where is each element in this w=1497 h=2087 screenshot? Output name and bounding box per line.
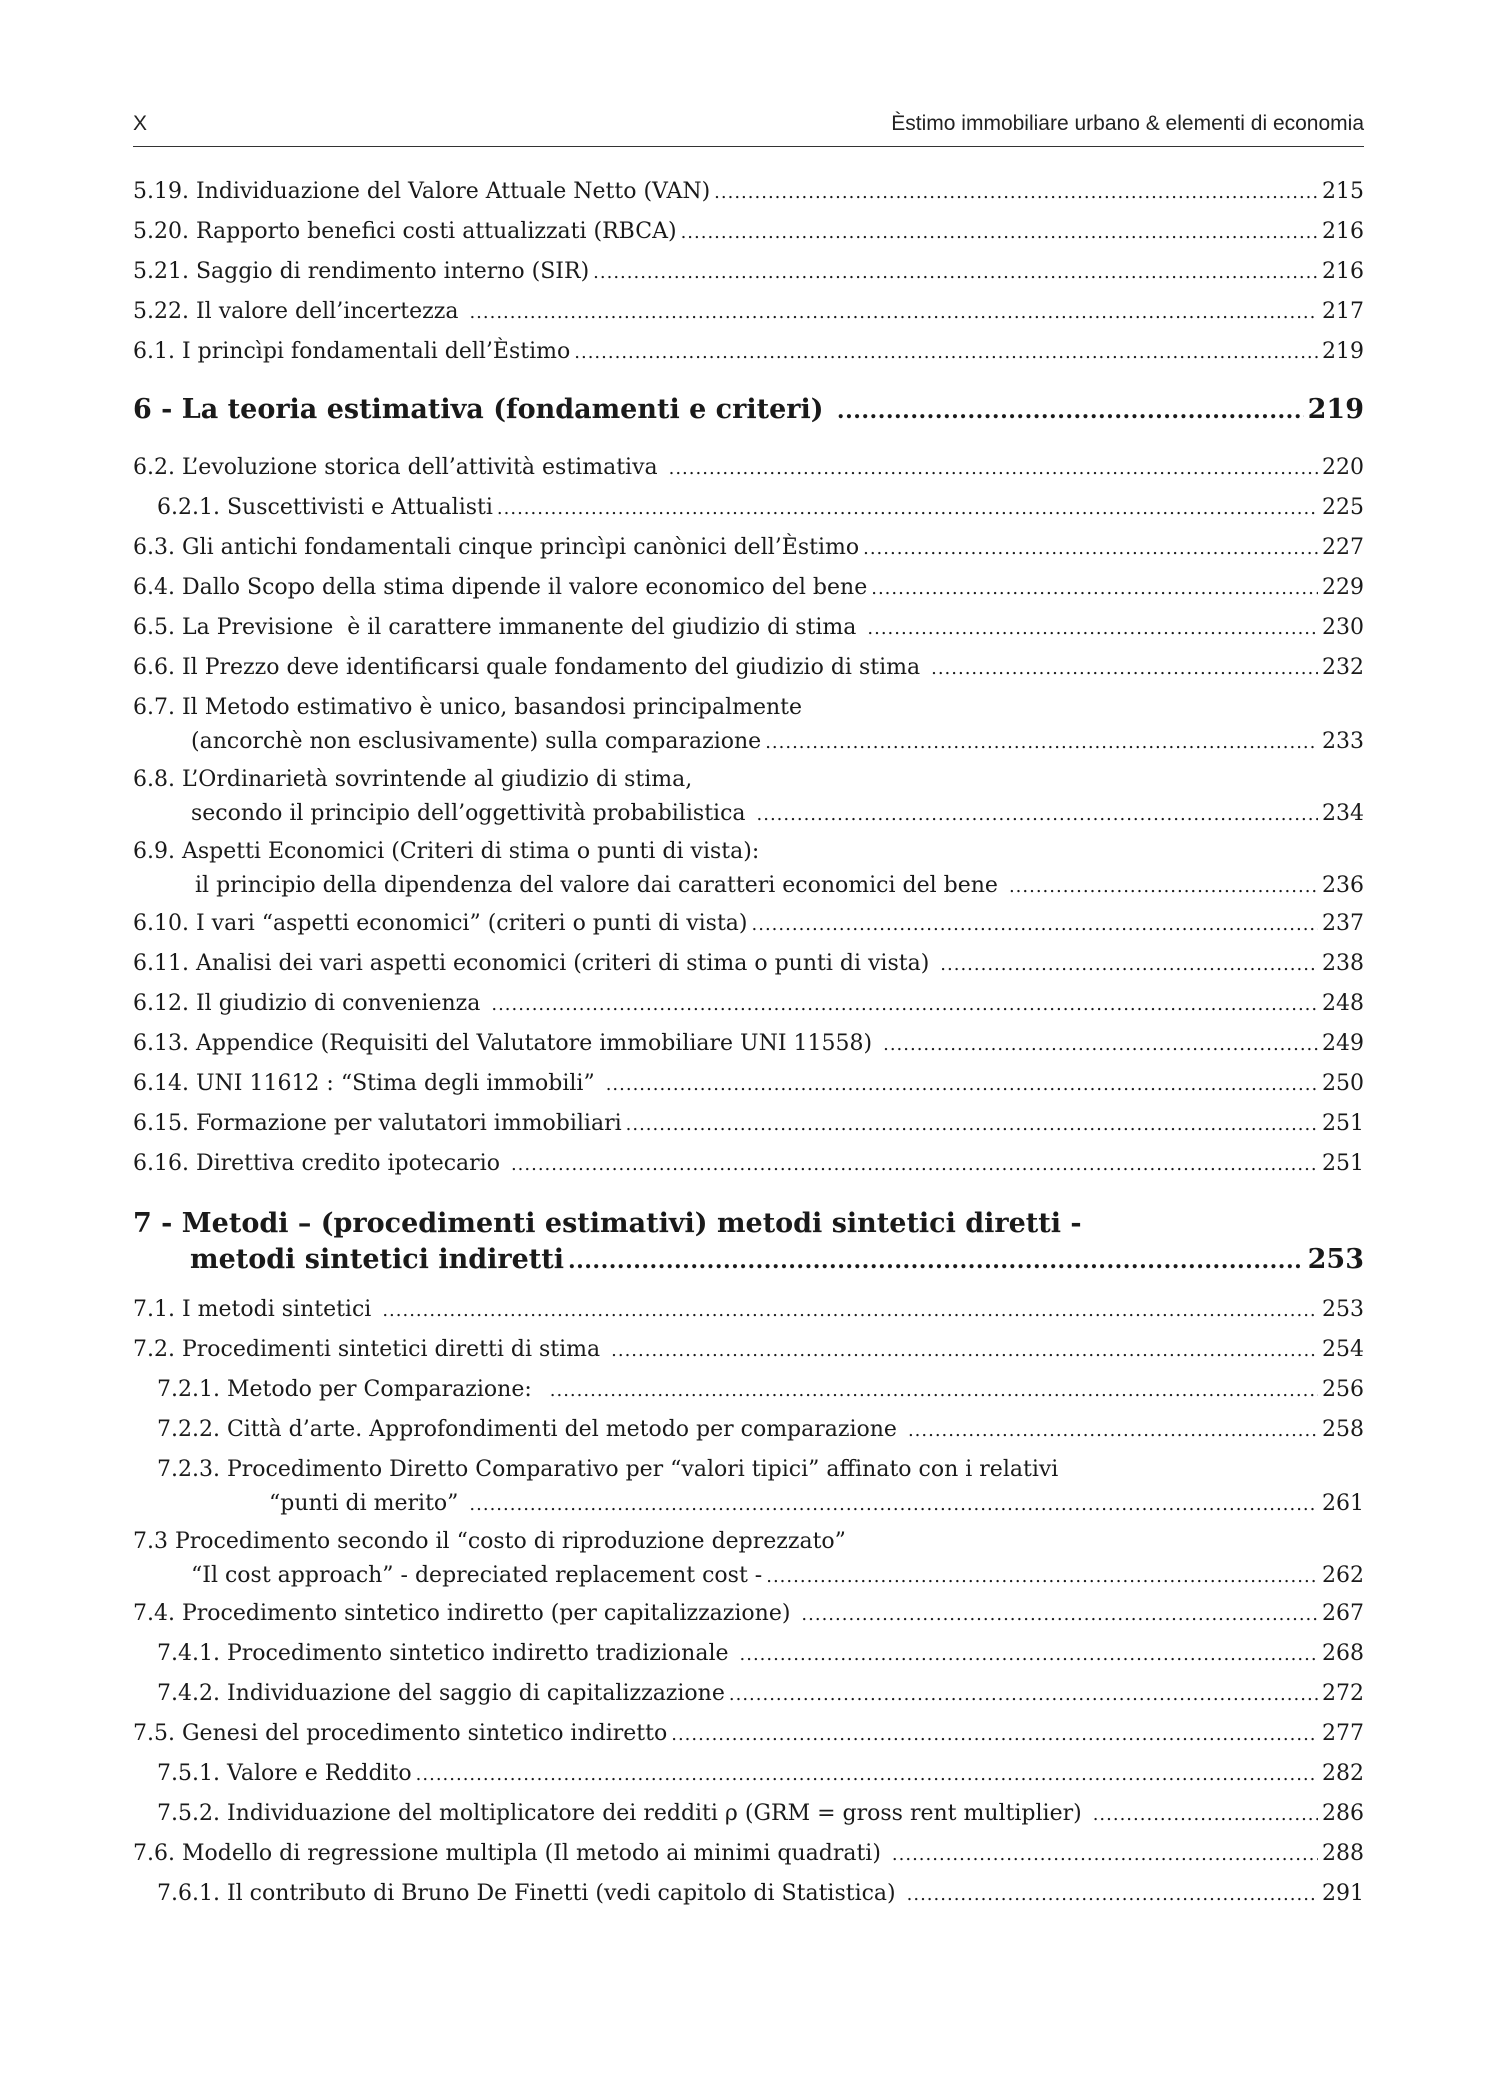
toc-label: 6.15. Formazione per valutatori immobiliari [133,1111,622,1136]
toc-page-number: 282 [1322,1761,1364,1786]
toc-line [157,1798,1364,1830]
dot-leader [511,1149,1318,1181]
toc-label: 7.2.1. Metodo per Comparazione: [157,1377,546,1402]
toc-line [133,1598,1364,1630]
toc-page-number: 248 [1322,991,1364,1016]
toc-entry[interactable] [133,452,1364,484]
toc-entry[interactable] [133,1108,1364,1140]
toc-line [133,908,1364,940]
toc-page-number: 232 [1322,655,1364,680]
toc-line [133,532,1364,564]
dot-leader [729,1679,1318,1711]
toc-page-number: 238 [1322,951,1364,976]
toc-label: 7.2.2. Città d’arte. Approfondimenti del metodo per comparazione [157,1417,904,1442]
toc-line [133,1718,1364,1750]
toc-entry[interactable] [133,836,1364,902]
toc-label-line1: 6.8. L’Ordinarietà sovrintende al giudizio di stima, [133,767,693,792]
dot-leader [714,177,1318,209]
dot-leader [766,1561,1318,1593]
toc-line [133,1560,1364,1592]
dot-leader [863,533,1318,565]
toc-label: metodi sintetici indiretti [190,1244,564,1275]
toc-line [133,1334,1364,1366]
dot-leader [550,1375,1318,1407]
dot-leader [1009,871,1318,903]
toc-label-line1: 7 - Metodi – (procedimenti estimativi) metodi sintetici diretti - [133,1208,1082,1239]
toc-line [157,1638,1364,1670]
toc-entry[interactable] [133,1526,1364,1592]
dot-leader [681,217,1318,249]
toc-entry[interactable] [133,532,1364,564]
dot-leader [892,1839,1318,1871]
toc-label: il principio della dipendenza del valore dai caratteri economici del bene [195,873,1005,898]
toc-line [157,1374,1364,1406]
toc-line [157,1678,1364,1710]
toc-line [133,1838,1364,1870]
toc-entry[interactable] [133,1598,1364,1630]
toc-label: “Il cost approach” - depreciated replacement cost - [191,1563,763,1588]
toc-line [133,452,1364,484]
toc-line [133,798,1364,830]
toc-entry[interactable] [133,1148,1364,1180]
toc-entry[interactable] [133,1028,1364,1060]
dot-leader [626,1109,1318,1141]
dot-leader [491,989,1318,1021]
toc-page-number: 216 [1322,219,1364,244]
toc-label: 6.10. I vari “aspetti economici” (criteri o punti di vista) [133,911,748,936]
toc-label: 7.4.1. Procedimento sintetico indiretto tradizionale [157,1641,736,1666]
dot-leader [469,297,1318,329]
dot-leader [837,395,1304,427]
toc-label: 7.5.1. Valore e Reddito [157,1761,412,1786]
toc-label: 7.6.1. Il contributo di Bruno De Finetti (vedi capitolo di Statistica) [157,1881,903,1906]
toc-label: 6.14. UNI 11612 : “Stima degli immobili” [133,1071,602,1096]
dot-leader [1093,1799,1318,1831]
toc-entry[interactable] [133,336,1364,368]
toc-label: 6.13. Appendice (Requisiti del Valutatore immobiliare UNI 11558) [133,1031,880,1056]
toc-label: 5.21. Saggio di rendimento interno (SIR) [133,259,590,284]
toc-entry[interactable] [133,1798,1364,1830]
toc-page-number: 277 [1322,1721,1364,1746]
toc-label: 6.12. Il giudizio di convenienza [133,991,488,1016]
toc-line [133,572,1364,604]
toc-entry[interactable] [133,1878,1364,1910]
toc-label: 6.2.1. Suscettivisti e Attualisti [157,495,493,520]
toc-page-number: 230 [1322,615,1364,640]
toc-entry[interactable] [133,1454,1364,1520]
toc-entry[interactable] [133,988,1364,1020]
dot-leader [416,1759,1318,1791]
toc-entry[interactable] [133,216,1364,248]
toc-page-number: 258 [1322,1417,1364,1442]
toc-line [133,726,1364,758]
toc-page-number: 237 [1322,911,1364,936]
dot-leader [757,799,1318,831]
running-header [133,112,1364,142]
toc-label: 6.11. Analisi dei vari aspetti economici (criteri di stima o punti di vista) [133,951,937,976]
toc-entry[interactable] [133,1638,1364,1670]
header-rule [133,146,1364,147]
toc-label: (ancorchè non esclusivamente) sulla comparazione [191,729,762,754]
toc-line [133,612,1364,644]
toc-page-number: 225 [1322,495,1364,520]
toc-page-number: 253 [1322,1297,1364,1322]
toc-entry[interactable] [133,256,1364,288]
toc-label: 6.16. Direttiva credito ipotecario [133,1151,507,1176]
toc-label: secondo il principio dell’oggettività probabilistica [191,801,753,826]
toc-entry[interactable] [133,1068,1364,1100]
toc-label: 6.6. Il Prezzo deve identificarsi quale fondamento del giudizio di stima [133,655,928,680]
dot-leader [765,727,1318,759]
toc-page-number: 256 [1322,1377,1364,1402]
toc-entry[interactable] [133,652,1364,684]
toc-page-number: 216 [1322,259,1364,284]
toc-entry[interactable] [133,612,1364,644]
page-number: X [133,112,148,135]
toc-page-number: 227 [1322,535,1364,560]
toc-label: 5.19. Individuazione del Valore Attuale Netto (VAN) [133,179,711,204]
toc-entry[interactable] [133,1334,1364,1366]
toc-line [133,296,1364,328]
dot-leader [669,453,1318,485]
toc-label: “punti di merito” [269,1491,466,1516]
toc-page-number: 253 [1307,1244,1364,1275]
toc-page-number: 251 [1322,1151,1364,1176]
dot-leader [867,613,1318,645]
toc-page-number: 249 [1322,1031,1364,1056]
toc-page-number: 291 [1322,1881,1364,1906]
toc-line [157,1488,1364,1520]
toc-page-number: 229 [1322,575,1364,600]
toc-line [133,216,1364,248]
toc-entry[interactable] [133,1678,1364,1710]
dot-leader [752,909,1318,941]
toc-line [133,948,1364,980]
toc-label: 7.6. Modello di regressione multipla (Il metodo ai minimi quadrati) [133,1841,888,1866]
toc-entry[interactable] [133,1374,1364,1406]
toc-page-number: 262 [1322,1563,1364,1588]
toc-label: 6 - La teoria estimativa (fondamenti e criteri) [133,394,833,425]
toc-line [133,1068,1364,1100]
toc-label: 7.5.2. Individuazione del moltiplicatore dei redditi ρ (GRM = gross rent multiplier) [157,1801,1089,1826]
toc-entry[interactable] [133,1294,1364,1326]
toc-label: 7.2. Procedimenti sintetici diretti di stima [133,1337,608,1362]
toc-label-line1: 6.9. Aspetti Economici (Criteri di stima o punti di vista): [133,839,760,864]
dot-leader [931,653,1318,685]
toc-line [157,492,1364,524]
toc-page-number: 267 [1322,1601,1364,1626]
toc-page-number: 215 [1322,179,1364,204]
toc-entry[interactable] [133,692,1364,758]
toc-page-number: 268 [1322,1641,1364,1666]
toc-page-number: 220 [1322,455,1364,480]
toc-label: 6.1. I princìpi fondamentali dell’Èstimo [133,339,571,364]
toc-label-line1: 7.2.3. Procedimento Diretto Comparativo per “valori tipici” affinato con i relativi [157,1457,1059,1482]
dot-leader [907,1879,1318,1911]
toc-line [133,1294,1364,1326]
toc-page-number: 261 [1322,1491,1364,1516]
toc-line [133,1108,1364,1140]
toc-entry[interactable] [133,1414,1364,1446]
toc-line [157,1758,1364,1790]
toc-page-number: 288 [1322,1841,1364,1866]
toc-entry[interactable] [133,1718,1364,1750]
dot-leader [382,1295,1318,1327]
toc-label: 6.3. Gli antichi fondamentali cinque princìpi canònici dell’Èstimo [133,535,860,560]
toc-entry[interactable] [133,572,1364,604]
dot-leader [611,1335,1318,1367]
toc-label: 6.2. L’evoluzione storica dell’attività estimativa [133,455,665,480]
dot-leader [671,1719,1318,1751]
toc-label-line1: 6.7. Il Metodo estimativo è unico, basandosi principalmente [133,695,803,720]
toc-line [133,394,1364,430]
toc-line [133,870,1364,902]
toc-label: 7.4.2. Individuazione del saggio di capitalizzazione [157,1681,725,1706]
toc-page-number: 272 [1322,1681,1364,1706]
dot-leader [940,949,1318,981]
toc-line [133,1244,1364,1280]
toc-page-number: 219 [1307,394,1364,425]
toc-label: 6.5. La Previsione è il carattere immanente del giudizio di stima [133,615,864,640]
toc-page-number: 254 [1322,1337,1364,1362]
toc-page-number: 236 [1322,873,1364,898]
toc-page-number: 250 [1322,1071,1364,1096]
dot-leader [568,1245,1304,1277]
toc-page-number: 234 [1322,801,1364,826]
toc-line [157,1878,1364,1910]
toc-entry[interactable] [133,296,1364,328]
dot-leader [908,1415,1318,1447]
dot-leader [497,493,1318,525]
dot-leader [740,1639,1319,1671]
toc-line [133,176,1364,208]
toc-entry[interactable] [133,1838,1364,1870]
toc-line [133,256,1364,288]
dot-leader [469,1489,1318,1521]
dot-leader [801,1599,1318,1631]
toc-page-number: 217 [1322,299,1364,324]
toc-entry[interactable] [133,1758,1364,1790]
toc-label-line1: 7.3 Procedimento secondo il “costo di riproduzione deprezzato” [133,1529,846,1554]
toc-page-number: 233 [1322,729,1364,754]
toc-label: 6.4. Dallo Scopo della stima dipende il valore economico del bene [133,575,868,600]
toc-entry[interactable] [133,908,1364,940]
toc-line [133,336,1364,368]
toc-label: 7.5. Genesi del procedimento sintetico indiretto [133,1721,668,1746]
toc-label: 5.22. Il valore dell’incertezza [133,299,466,324]
toc-line [133,1028,1364,1060]
book-title: Èstimo immobiliare urbano & elementi di economia [891,112,1364,135]
dot-leader [593,257,1318,289]
toc-line [157,1414,1364,1446]
toc-entry[interactable] [133,176,1364,208]
toc-page-number: 219 [1322,339,1364,364]
toc-entry[interactable] [133,948,1364,980]
toc-entry[interactable] [133,492,1364,524]
toc-line [133,988,1364,1020]
dot-leader [871,573,1318,605]
dot-leader [883,1029,1318,1061]
toc-entry[interactable] [133,764,1364,830]
toc-page-number: 286 [1322,1801,1364,1826]
toc-line [133,1148,1364,1180]
toc-label: 5.20. Rapporto benefici costi attualizzati (RBCA) [133,219,677,244]
dot-leader [574,337,1318,369]
toc-line [133,652,1364,684]
dot-leader [606,1069,1318,1101]
toc-label: 7.4. Procedimento sintetico indiretto (per capitalizzazione) [133,1601,798,1626]
toc-label: 7.1. I metodi sintetici [133,1297,379,1322]
toc-page-number: 251 [1322,1111,1364,1136]
